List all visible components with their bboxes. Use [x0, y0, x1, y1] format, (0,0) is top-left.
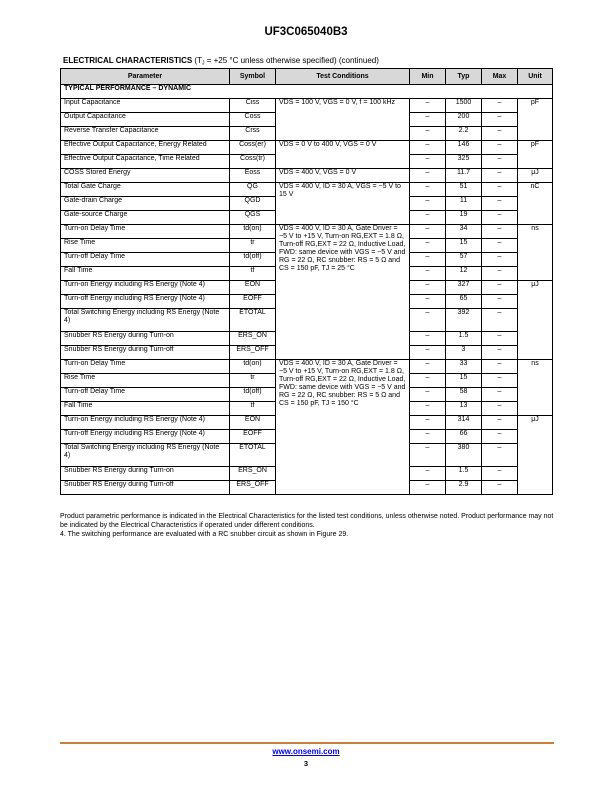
- param-cell: Total Switching Energy including RS Energy (Note 4): [61, 444, 230, 467]
- unit-cell: ns: [518, 225, 553, 281]
- max-cell: –: [482, 281, 518, 295]
- typ-cell: 380: [446, 444, 482, 467]
- max-cell: –: [482, 332, 518, 346]
- min-cell: –: [410, 309, 446, 332]
- param-cell: Fall Time: [61, 402, 230, 416]
- max-cell: –: [482, 360, 518, 374]
- typ-cell: 66: [446, 430, 482, 444]
- symbol-cell: ETOTAL: [230, 444, 276, 467]
- min-cell: –: [410, 388, 446, 402]
- table-row: [61, 225, 553, 239]
- electrical-characteristics-table: [60, 68, 553, 495]
- unit-cell: μJ: [518, 281, 553, 360]
- min-cell: –: [410, 402, 446, 416]
- typ-cell: 12: [446, 267, 482, 281]
- max-cell: –: [482, 295, 518, 309]
- table-row: [61, 141, 553, 155]
- typ-cell: 314: [446, 416, 482, 430]
- symbol-cell: td(off): [230, 388, 276, 402]
- max-cell: –: [482, 481, 518, 495]
- symbol-cell: ETOTAL: [230, 309, 276, 332]
- min-cell: –: [410, 155, 446, 169]
- min-cell: –: [410, 281, 446, 295]
- min-cell: –: [410, 183, 446, 197]
- symbol-cell: ERS_ON: [230, 467, 276, 481]
- min-cell: –: [410, 211, 446, 225]
- param-cell: Snubber RS Energy during Turn-on: [61, 332, 230, 346]
- typ-cell: 13: [446, 402, 482, 416]
- typ-cell: 2.9: [446, 481, 482, 495]
- note-4: 4. The switching performance are evaluated with a RC snubber circuit as shown in Figure 29.: [60, 531, 349, 538]
- symbol-cell: Coss: [230, 113, 276, 127]
- min-cell: –: [410, 169, 446, 183]
- symbol-cell: tr: [230, 374, 276, 388]
- param-cell: Fall Time: [61, 267, 230, 281]
- min-cell: –: [410, 99, 446, 113]
- symbol-cell: EON: [230, 281, 276, 295]
- column-header: Max: [482, 69, 518, 85]
- column-header: Unit: [518, 69, 553, 85]
- max-cell: –: [482, 211, 518, 225]
- table-row: [61, 99, 553, 113]
- typ-cell: 1.5: [446, 332, 482, 346]
- table-row: [61, 360, 553, 374]
- min-cell: –: [410, 444, 446, 467]
- typ-cell: 51: [446, 183, 482, 197]
- min-cell: –: [410, 113, 446, 127]
- footer-divider: [60, 742, 554, 744]
- min-cell: –: [410, 295, 446, 309]
- param-cell: Turn-on Delay Time: [61, 360, 230, 374]
- symbol-cell: Coss(tr): [230, 155, 276, 169]
- symbol-cell: QG: [230, 183, 276, 197]
- max-cell: –: [482, 374, 518, 388]
- min-cell: –: [410, 127, 446, 141]
- unit-cell: μJ: [518, 169, 553, 183]
- max-cell: –: [482, 416, 518, 430]
- max-cell: –: [482, 225, 518, 239]
- symbol-cell: td(off): [230, 253, 276, 267]
- column-header: Symbol: [230, 69, 276, 85]
- typ-cell: 1500: [446, 99, 482, 113]
- typ-cell: 34: [446, 225, 482, 239]
- typ-cell: 1.5: [446, 467, 482, 481]
- symbol-cell: ERS_ON: [230, 332, 276, 346]
- symbol-cell: EON: [230, 416, 276, 430]
- typ-cell: 11.7: [446, 169, 482, 183]
- section-title: [63, 56, 379, 65]
- symbol-cell: td(on): [230, 360, 276, 374]
- min-cell: –: [410, 481, 446, 495]
- typ-cell: 392: [446, 309, 482, 332]
- typ-cell: 200: [446, 113, 482, 127]
- param-cell: Effective Output Capacitance, Time Related: [61, 155, 230, 169]
- typ-cell: 58: [446, 388, 482, 402]
- conditions-cell: VDS = 400 V, ID = 30 A, VGS = −5 V to 15 V: [276, 183, 410, 225]
- conditions-cell: VDS = 400 V, VGS = 0 V: [276, 169, 410, 183]
- table-row: [61, 183, 553, 197]
- document-title: UF3C065040B3: [264, 26, 348, 38]
- typ-cell: 15: [446, 239, 482, 253]
- max-cell: –: [482, 467, 518, 481]
- param-cell: Snubber RS Energy during Turn-on: [61, 467, 230, 481]
- symbol-cell: Crss: [230, 127, 276, 141]
- max-cell: –: [482, 388, 518, 402]
- max-cell: –: [482, 430, 518, 444]
- column-header: Test Conditions: [276, 69, 410, 85]
- typ-cell: 57: [446, 253, 482, 267]
- table-subheader-row: [61, 85, 553, 99]
- param-cell: Gate-drain Charge: [61, 197, 230, 211]
- max-cell: –: [482, 444, 518, 467]
- max-cell: –: [482, 183, 518, 197]
- min-cell: –: [410, 346, 446, 360]
- typ-cell: 325: [446, 155, 482, 169]
- symbol-cell: EOFF: [230, 295, 276, 309]
- param-cell: Snubber RS Energy during Turn-off: [61, 346, 230, 360]
- typ-cell: 327: [446, 281, 482, 295]
- unit-cell: nC: [518, 183, 553, 225]
- max-cell: –: [482, 155, 518, 169]
- param-cell: Input Capacitance: [61, 99, 230, 113]
- max-cell: –: [482, 113, 518, 127]
- symbol-cell: tf: [230, 402, 276, 416]
- typ-cell: 65: [446, 295, 482, 309]
- param-cell: Turn-off Delay Time: [61, 253, 230, 267]
- unit-cell: ns: [518, 360, 553, 416]
- param-cell: Rise Time: [61, 374, 230, 388]
- min-cell: –: [410, 225, 446, 239]
- max-cell: –: [482, 346, 518, 360]
- typ-cell: 3: [446, 346, 482, 360]
- unit-cell: pF: [518, 141, 553, 169]
- param-cell: Output Capacitance: [61, 113, 230, 127]
- param-cell: Snubber RS Energy during Turn-off: [61, 481, 230, 495]
- param-cell: Gate-source Charge: [61, 211, 230, 225]
- param-cell: Effective Output Capacitance, Energy Related: [61, 141, 230, 155]
- typ-cell: 33: [446, 360, 482, 374]
- website-link[interactable]: www.onsemi.com: [272, 747, 340, 756]
- symbol-cell: ERS_OFF: [230, 346, 276, 360]
- typ-cell: 146: [446, 141, 482, 155]
- column-header: Typ: [446, 69, 482, 85]
- param-cell: Total Switching Energy including RS Energy (Note 4): [61, 309, 230, 332]
- symbol-cell: Ciss: [230, 99, 276, 113]
- max-cell: –: [482, 253, 518, 267]
- conditions-cell: VDS = 400 V, ID = 30 A, Gate Driver = −5 V to +15 V, Turn-on RG,EXT = 1.8 Ω, Turn-off RG,EXT = 22 Ω, Inductive Load, FWD: same device with VGS = −5 V and RG = 22 Ω, RC snubber: RS = 5 Ω and CS = 150 pF, TJ = 25 °C: [276, 225, 410, 360]
- max-cell: –: [482, 267, 518, 281]
- param-cell: Turn-off Energy including RS Energy (Note 4): [61, 295, 230, 309]
- max-cell: –: [482, 402, 518, 416]
- column-header: Min: [410, 69, 446, 85]
- column-header: Parameter: [61, 69, 230, 85]
- symbol-cell: EOFF: [230, 430, 276, 444]
- param-cell: Total Gate Charge: [61, 183, 230, 197]
- max-cell: –: [482, 99, 518, 113]
- symbol-cell: td(on): [230, 225, 276, 239]
- table-row: [61, 169, 553, 183]
- min-cell: –: [410, 332, 446, 346]
- page-number: 3: [303, 759, 309, 768]
- min-cell: –: [410, 197, 446, 211]
- min-cell: –: [410, 467, 446, 481]
- symbol-cell: tf: [230, 267, 276, 281]
- unit-cell: pF: [518, 99, 553, 141]
- table-header-row: [61, 69, 553, 85]
- conditions-cell: VDS = 0 V to 400 V, VGS = 0 V: [276, 141, 410, 169]
- typ-cell: 15: [446, 374, 482, 388]
- min-cell: –: [410, 360, 446, 374]
- min-cell: –: [410, 253, 446, 267]
- param-cell: Turn-off Energy including RS Energy (Note 4): [61, 430, 230, 444]
- conditions-cell: VDS = 400 V, ID = 30 A, Gate Driver = −5 V to +15 V, Turn-on RG,EXT = 1.8 Ω, Turn-off RG,EXT = 22 Ω, Inductive Load, FWD: same device with VGS = −5 V and RG = 22 Ω, RC snubber: RS = 5 Ω and CS = 150 pF, TJ = 150 °C: [276, 360, 410, 495]
- min-cell: –: [410, 430, 446, 444]
- symbol-cell: QGS: [230, 211, 276, 225]
- disclaimer-note: Product parametric performance is indicated in the Electrical Characteristics for the listed test conditions, unless otherwise noted. Product performance may not be indicated by the Electrical Characteristics if operated under different conditions.: [60, 513, 554, 529]
- min-cell: –: [410, 416, 446, 430]
- table-subheader: TYPICAL PERFORMANCE – DYNAMIC: [61, 85, 553, 99]
- max-cell: –: [482, 197, 518, 211]
- min-cell: –: [410, 374, 446, 388]
- section-heading: ELECTRICAL CHARACTERISTICS: [63, 56, 193, 65]
- param-cell: Reverse Transfer Capacitance: [61, 127, 230, 141]
- param-cell: Turn-on Delay Time: [61, 225, 230, 239]
- param-cell: Turn-on Energy including RS Energy (Note 4): [61, 281, 230, 295]
- max-cell: –: [482, 127, 518, 141]
- section-subtitle: ($T_J = +25$ °C unless otherwise specified) (continued): [194, 56, 379, 67]
- symbol-cell: tr: [230, 239, 276, 253]
- min-cell: –: [410, 141, 446, 155]
- max-cell: –: [482, 309, 518, 332]
- min-cell: –: [410, 239, 446, 253]
- param-cell: COSS Stored Energy: [61, 169, 230, 183]
- symbol-cell: Coss(er): [230, 141, 276, 155]
- symbol-cell: Eoss: [230, 169, 276, 183]
- unit-cell: μJ: [518, 416, 553, 495]
- typ-cell: 11: [446, 197, 482, 211]
- param-cell: Rise Time: [61, 239, 230, 253]
- param-cell: Turn-off Delay Time: [61, 388, 230, 402]
- min-cell: –: [410, 267, 446, 281]
- symbol-cell: QGD: [230, 197, 276, 211]
- max-cell: –: [482, 239, 518, 253]
- conditions-cell: VDS = 100 V, VGS = 0 V, f = 100 kHz: [276, 99, 410, 141]
- max-cell: –: [482, 169, 518, 183]
- typ-cell: 2.2: [446, 127, 482, 141]
- param-cell: Turn-on Energy including RS Energy (Note 4): [61, 416, 230, 430]
- typ-cell: 19: [446, 211, 482, 225]
- symbol-cell: ERS_OFF: [230, 481, 276, 495]
- max-cell: –: [482, 141, 518, 155]
- footnotes: [60, 512, 554, 539]
